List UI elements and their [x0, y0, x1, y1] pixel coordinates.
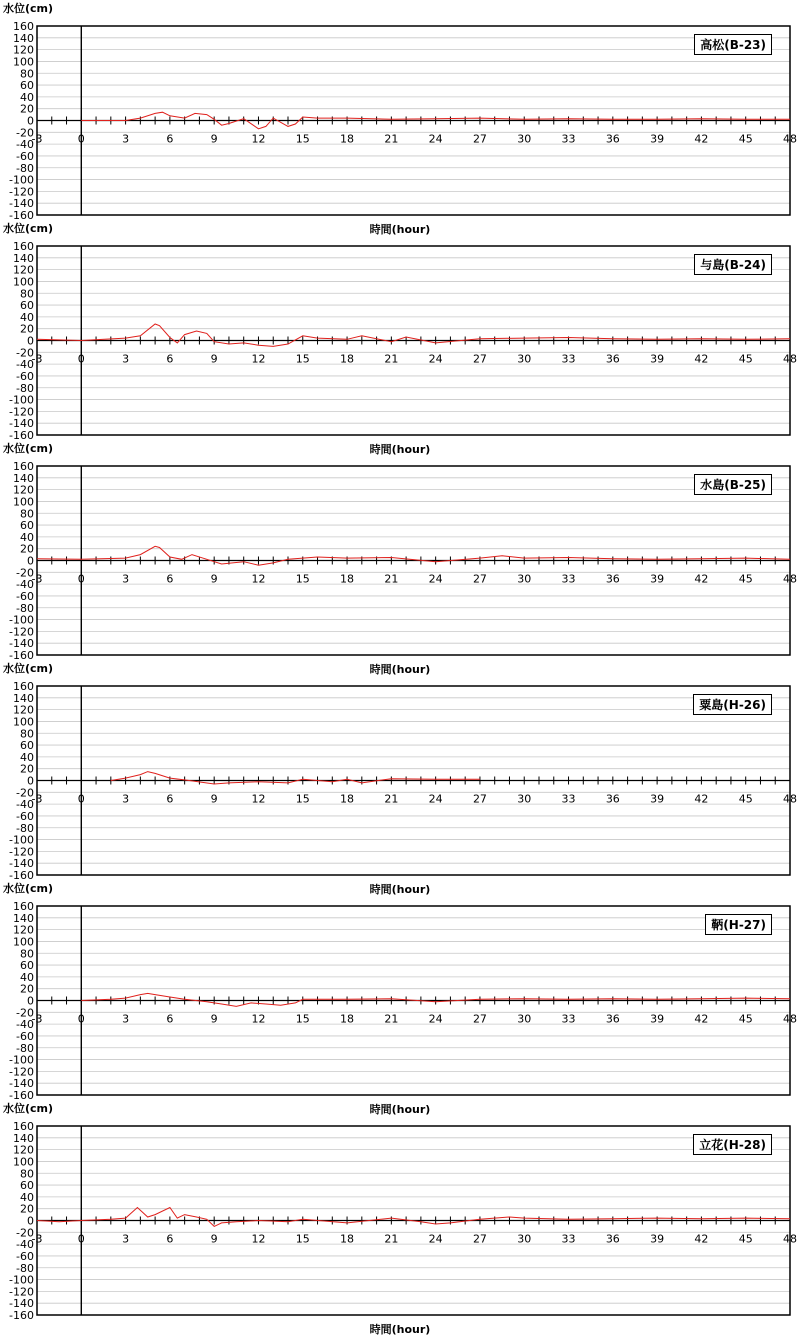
x-tick-label: 39 [650, 352, 665, 366]
y-tick-label: -20 [16, 566, 34, 580]
y-tick-label: -40 [16, 578, 34, 592]
x-tick-label: 33 [561, 132, 576, 146]
y-tick-label: 60 [20, 959, 34, 973]
x-axis-title: 時間(hour) [369, 1323, 431, 1336]
x-tick-label: 3 [122, 132, 130, 146]
x-tick-label: 24 [428, 1232, 443, 1246]
x-tick-label: 30 [517, 132, 532, 146]
x-tick-label: 39 [650, 572, 665, 586]
y-tick-label: -60 [16, 1029, 34, 1043]
y-tick-label: -80 [16, 161, 34, 175]
y-tick-label: -120 [9, 185, 34, 199]
x-tick-label: 0 [77, 132, 85, 146]
x-tick-label: 0 [77, 572, 85, 586]
y-tick-label: -120 [9, 845, 34, 859]
y-tick-label: -80 [16, 381, 34, 395]
x-tick-label: 48 [783, 1012, 797, 1026]
x-tick-label: 27 [472, 1232, 487, 1246]
y-tick-label: -100 [9, 393, 34, 407]
x-tick-label: 24 [428, 1012, 443, 1026]
x-tick-label: 42 [694, 1012, 709, 1026]
x-tick-label: 15 [295, 1012, 310, 1026]
chart-svg [0, 880, 800, 1102]
chart-panel [0, 880, 800, 1116]
x-tick-label: 33 [561, 792, 576, 806]
y-tick-label: 120 [13, 923, 34, 937]
y-axis-title: 水位(cm) [3, 442, 54, 455]
x-tick-label: 6 [166, 132, 174, 146]
x-tick-label: 33 [561, 572, 576, 586]
x-tick-label: 21 [384, 572, 399, 586]
x-tick-label: -3 [31, 352, 43, 366]
x-tick-label: 0 [77, 1232, 85, 1246]
chart-svg [0, 0, 800, 222]
station-label: 粟島(H-26) [693, 694, 772, 715]
x-tick-label: 27 [472, 132, 487, 146]
y-tick-label: -100 [9, 1273, 34, 1287]
y-tick-label: 20 [20, 542, 34, 556]
y-tick-label: -100 [9, 833, 34, 847]
y-tick-label: 20 [20, 322, 34, 336]
chart-panel [0, 660, 800, 896]
x-tick-label: 33 [561, 1012, 576, 1026]
x-tick-label: 39 [650, 1012, 665, 1026]
x-tick-label: 33 [561, 1232, 576, 1246]
chart-panel [0, 0, 800, 236]
y-axis-title: 水位(cm) [3, 1102, 54, 1115]
x-tick-label: 12 [251, 1232, 266, 1246]
x-tick-label: 36 [605, 792, 620, 806]
y-tick-label: 60 [20, 519, 34, 533]
x-axis-title: 時間(hour) [369, 883, 431, 896]
x-tick-label: 36 [605, 352, 620, 366]
y-tick-label: -140 [9, 1077, 34, 1091]
x-tick-label: 30 [517, 1232, 532, 1246]
y-axis-title: 水位(cm) [3, 882, 54, 895]
y-tick-label: 40 [20, 530, 34, 544]
y-tick-label: 100 [13, 275, 34, 289]
y-tick-label: 120 [13, 1143, 34, 1157]
x-tick-label: 30 [517, 792, 532, 806]
x-tick-label: 9 [210, 1012, 218, 1026]
y-tick-label: -160 [9, 1309, 34, 1322]
y-tick-label: 40 [20, 90, 34, 104]
y-tick-label: -160 [9, 649, 34, 662]
y-tick-label: 0 [27, 554, 34, 568]
y-tick-label: 120 [13, 263, 34, 277]
y-tick-label: 0 [27, 1214, 34, 1228]
x-tick-label: 0 [77, 352, 85, 366]
y-tick-label: 120 [13, 483, 34, 497]
x-tick-label: 24 [428, 352, 443, 366]
x-tick-label: 45 [738, 1012, 753, 1026]
x-tick-label: 48 [783, 792, 797, 806]
x-tick-label: 45 [738, 572, 753, 586]
x-axis-title: 時間(hour) [369, 663, 431, 676]
x-tick-label: 42 [694, 572, 709, 586]
water-level-line [37, 546, 790, 565]
y-tick-label: 80 [20, 727, 34, 741]
x-tick-label: 3 [122, 572, 130, 586]
y-tick-label: -160 [9, 209, 34, 222]
x-tick-label: 3 [122, 1232, 130, 1246]
x-tick-label: 36 [605, 132, 620, 146]
y-tick-label: 100 [13, 715, 34, 729]
y-tick-label: 140 [13, 471, 34, 485]
x-tick-label: 21 [384, 352, 399, 366]
chart-svg [0, 220, 800, 442]
y-axis-title: 水位(cm) [3, 662, 54, 675]
x-tick-label: 12 [251, 1012, 266, 1026]
y-tick-label: -120 [9, 1065, 34, 1079]
x-tick-label: 48 [783, 1232, 797, 1246]
y-tick-label: -80 [16, 1261, 34, 1275]
y-tick-label: 80 [20, 287, 34, 301]
y-tick-label: 40 [20, 970, 34, 984]
x-tick-label: 18 [340, 792, 355, 806]
y-tick-label: 100 [13, 935, 34, 949]
y-tick-label: -160 [9, 869, 34, 882]
x-tick-label: 6 [166, 792, 174, 806]
water-level-line [37, 324, 790, 346]
x-tick-label: 48 [783, 352, 797, 366]
station-label: 水島(B-25) [694, 474, 772, 495]
x-tick-label: 27 [472, 572, 487, 586]
x-tick-label: 48 [783, 572, 797, 586]
x-tick-label: 24 [428, 792, 443, 806]
y-tick-label: -40 [16, 798, 34, 812]
x-tick-label: 48 [783, 132, 797, 146]
x-tick-label: 21 [384, 132, 399, 146]
y-tick-label: 60 [20, 739, 34, 753]
y-tick-label: -20 [16, 346, 34, 360]
y-tick-label: 20 [20, 762, 34, 776]
x-tick-label: 3 [122, 1012, 130, 1026]
x-tick-label: 6 [166, 1012, 174, 1026]
x-tick-label: 27 [472, 352, 487, 366]
y-tick-label: 0 [27, 774, 34, 788]
x-tick-label: 45 [738, 792, 753, 806]
x-tick-label: 12 [251, 352, 266, 366]
y-tick-label: -120 [9, 625, 34, 639]
x-tick-label: 33 [561, 352, 576, 366]
x-tick-label: -3 [31, 792, 43, 806]
x-tick-label: 9 [210, 132, 218, 146]
y-tick-label: -60 [16, 589, 34, 603]
y-tick-label: 80 [20, 67, 34, 81]
y-tick-label: 0 [27, 334, 34, 348]
y-tick-label: -80 [16, 601, 34, 615]
y-tick-label: 100 [13, 55, 34, 69]
y-tick-label: -80 [16, 821, 34, 835]
y-tick-label: 100 [13, 495, 34, 509]
y-tick-label: 160 [13, 460, 34, 473]
y-tick-label: 40 [20, 1190, 34, 1204]
x-axis-title: 時間(hour) [369, 223, 431, 236]
station-label: 高松(B-23) [694, 34, 772, 55]
y-tick-label: 140 [13, 911, 34, 925]
x-tick-label: 9 [210, 572, 218, 586]
y-tick-label: -120 [9, 405, 34, 419]
y-tick-label: 140 [13, 1131, 34, 1145]
x-tick-label: 30 [517, 1012, 532, 1026]
y-tick-label: 160 [13, 1120, 34, 1133]
y-tick-label: 40 [20, 310, 34, 324]
y-tick-label: 60 [20, 299, 34, 313]
y-tick-label: -20 [16, 1226, 34, 1240]
x-tick-label: 39 [650, 132, 665, 146]
x-tick-label: 9 [210, 352, 218, 366]
y-tick-label: -120 [9, 1285, 34, 1299]
x-tick-label: 9 [210, 1232, 218, 1246]
y-tick-label: -60 [16, 149, 34, 163]
x-tick-label: 15 [295, 572, 310, 586]
chart-svg [0, 1100, 800, 1322]
y-tick-label: -140 [9, 637, 34, 651]
x-tick-label: 18 [340, 1232, 355, 1246]
chart-panel [0, 1100, 800, 1336]
station-label: 立花(H-28) [693, 1134, 772, 1155]
y-tick-label: -40 [16, 1238, 34, 1252]
x-tick-label: 9 [210, 792, 218, 806]
y-tick-label: 160 [13, 900, 34, 913]
x-tick-label: 15 [295, 132, 310, 146]
y-tick-label: -60 [16, 809, 34, 823]
y-tick-label: 120 [13, 703, 34, 717]
y-tick-label: 0 [27, 994, 34, 1008]
x-tick-label: 6 [166, 1232, 174, 1246]
x-tick-label: 36 [605, 572, 620, 586]
x-tick-label: 39 [650, 1232, 665, 1246]
y-tick-label: 160 [13, 680, 34, 693]
x-tick-label: 30 [517, 572, 532, 586]
x-tick-label: 27 [472, 1012, 487, 1026]
y-tick-label: 140 [13, 691, 34, 705]
station-label: 与島(B-24) [694, 254, 772, 275]
water-level-line [111, 772, 480, 784]
x-tick-label: 45 [738, 352, 753, 366]
chart-svg [0, 660, 800, 882]
x-tick-label: 3 [122, 352, 130, 366]
x-axis-title: 時間(hour) [369, 443, 431, 456]
x-tick-label: 42 [694, 792, 709, 806]
x-tick-label: 42 [694, 352, 709, 366]
y-tick-label: -40 [16, 138, 34, 152]
y-tick-label: -100 [9, 613, 34, 627]
y-tick-label: 80 [20, 947, 34, 961]
x-tick-label: 6 [166, 572, 174, 586]
x-tick-label: 42 [694, 132, 709, 146]
x-tick-label: -3 [31, 132, 43, 146]
y-tick-label: -40 [16, 358, 34, 372]
water-level-line [37, 1208, 790, 1227]
y-tick-label: -100 [9, 173, 34, 187]
y-tick-label: -100 [9, 1053, 34, 1067]
y-axis-title: 水位(cm) [3, 2, 54, 15]
x-tick-label: 24 [428, 132, 443, 146]
y-tick-label: 40 [20, 750, 34, 764]
x-tick-label: 45 [738, 1232, 753, 1246]
y-tick-label: 100 [13, 1155, 34, 1169]
y-tick-label: -80 [16, 1041, 34, 1055]
y-tick-label: -160 [9, 429, 34, 442]
x-tick-label: 15 [295, 352, 310, 366]
x-tick-label: 15 [295, 1232, 310, 1246]
y-tick-label: 20 [20, 1202, 34, 1216]
x-tick-label: 21 [384, 792, 399, 806]
y-tick-label: -140 [9, 197, 34, 211]
y-tick-label: 160 [13, 240, 34, 253]
x-tick-label: 18 [340, 1012, 355, 1026]
x-tick-label: 18 [340, 132, 355, 146]
y-tick-label: 80 [20, 1167, 34, 1181]
x-tick-label: 21 [384, 1232, 399, 1246]
y-tick-label: 60 [20, 79, 34, 93]
x-tick-label: -3 [31, 1012, 43, 1026]
y-tick-label: -140 [9, 1297, 34, 1311]
x-tick-label: 0 [77, 792, 85, 806]
chart-panel [0, 440, 800, 676]
x-tick-label: 6 [166, 352, 174, 366]
y-tick-label: -40 [16, 1018, 34, 1032]
y-tick-label: -60 [16, 369, 34, 383]
x-tick-label: 36 [605, 1232, 620, 1246]
x-tick-label: 12 [251, 572, 266, 586]
x-tick-label: 12 [251, 132, 266, 146]
x-tick-label: -3 [31, 1232, 43, 1246]
y-tick-label: 60 [20, 1179, 34, 1193]
x-tick-label: 18 [340, 352, 355, 366]
y-tick-label: 0 [27, 114, 34, 128]
x-tick-label: 12 [251, 792, 266, 806]
y-tick-label: -20 [16, 126, 34, 140]
x-tick-label: 18 [340, 572, 355, 586]
y-tick-label: 140 [13, 251, 34, 265]
x-tick-label: 21 [384, 1012, 399, 1026]
x-tick-label: 36 [605, 1012, 620, 1026]
x-tick-label: 45 [738, 132, 753, 146]
y-tick-label: -160 [9, 1089, 34, 1102]
chart-panel [0, 220, 800, 456]
x-tick-label: -3 [31, 572, 43, 586]
x-tick-label: 3 [122, 792, 130, 806]
x-tick-label: 15 [295, 792, 310, 806]
x-axis-title: 時間(hour) [369, 1103, 431, 1116]
y-tick-label: 120 [13, 43, 34, 57]
y-tick-label: -140 [9, 857, 34, 871]
x-tick-label: 42 [694, 1232, 709, 1246]
y-tick-label: -140 [9, 417, 34, 431]
x-tick-label: 39 [650, 792, 665, 806]
x-tick-label: 24 [428, 572, 443, 586]
y-tick-label: -60 [16, 1249, 34, 1263]
y-tick-label: -20 [16, 1006, 34, 1020]
x-tick-label: 30 [517, 352, 532, 366]
station-label: 鞆(H-27) [705, 914, 772, 935]
x-tick-label: 0 [77, 1012, 85, 1026]
y-tick-label: -20 [16, 786, 34, 800]
y-axis-title: 水位(cm) [3, 222, 54, 235]
y-tick-label: 20 [20, 982, 34, 996]
y-tick-label: 160 [13, 20, 34, 33]
y-tick-label: 20 [20, 102, 34, 116]
y-tick-label: 80 [20, 507, 34, 521]
chart-svg [0, 440, 800, 662]
x-tick-label: 27 [472, 792, 487, 806]
y-tick-label: 140 [13, 31, 34, 45]
